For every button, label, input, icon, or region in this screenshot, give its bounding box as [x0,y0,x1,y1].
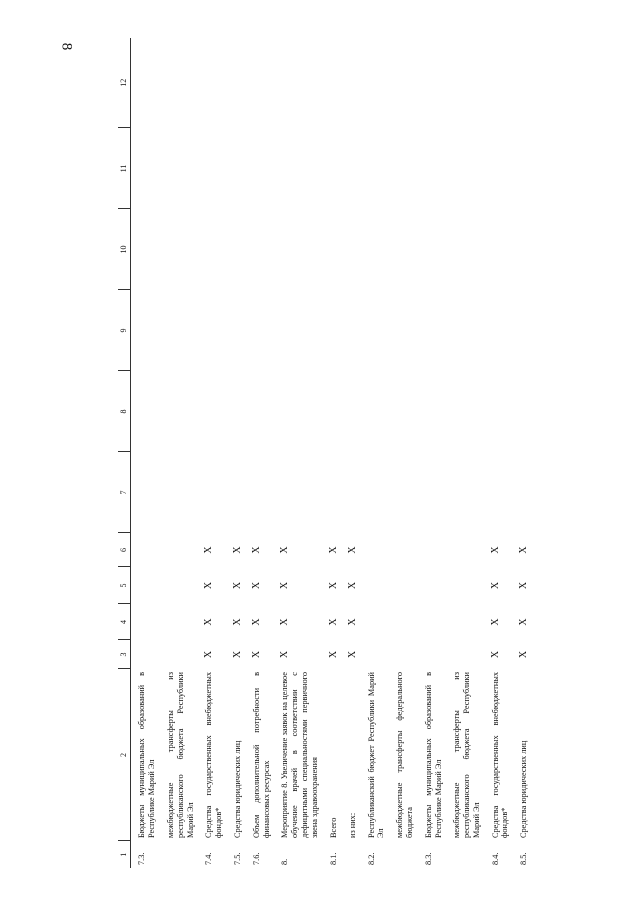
table-row [198,38,227,868]
header-cell: 3 [118,640,131,669]
mark-cell: X [518,546,530,554]
mark-cell [131,533,160,567]
mark-cell [361,604,390,640]
budget-table [118,38,532,868]
empty-cell [160,371,198,452]
mark-cell: X [518,618,530,626]
rotated-table-container [118,38,573,868]
empty-cell [485,209,514,290]
mark-cell [418,640,447,669]
empty-cell [361,128,390,209]
empty-cell [342,38,361,128]
row-number: 8.2. [366,852,376,865]
empty-cell [198,38,227,128]
empty-cell [131,452,160,533]
table-row [513,38,532,868]
empty-cell [361,371,390,452]
row-number: 8.5. [519,852,529,865]
empty-cell [131,128,160,209]
page-number: 8 [58,42,75,51]
row-name: Республиканский бюджет Республики Марий Эл [366,672,386,838]
empty-cell [198,209,227,290]
empty-cell [418,371,447,452]
row-name: межбюджетные трансферты из республиканского бюджета Республики Марий Эл [452,672,481,838]
mark-cell: X [518,650,530,659]
mark-cell: X [489,650,501,659]
empty-cell [389,452,418,533]
row-number: 8.1. [328,852,338,865]
mark-cell: X [231,581,243,590]
table-row [389,38,418,868]
empty-cell [198,128,227,209]
empty-cell [418,290,447,371]
mark-cell [160,604,198,640]
empty-cell [323,128,342,209]
mark-cell: X [250,581,262,590]
mark-cell [418,567,447,604]
empty-cell [246,452,275,533]
row-number: 8.3. [423,852,433,865]
table-header [118,38,131,868]
row-name: Средства государственных внебюджетных фондов* [490,672,510,838]
empty-cell [418,128,447,209]
mark-cell [389,604,418,640]
row-name: из них: [347,812,357,838]
empty-cell [361,452,390,533]
row-number: 7.6. [251,852,261,865]
row-number: 7.5. [232,852,242,865]
empty-cell [513,128,532,209]
empty-cell [513,38,532,128]
mark-cell: X [518,581,530,590]
empty-cell [274,371,322,452]
empty-cell [513,452,532,533]
empty-cell [446,371,484,452]
row-name: межбюджетные трансферты федерального бюджета [395,672,414,838]
row-name: Средства юридических лиц [519,740,529,838]
empty-cell [323,209,342,290]
mark-cell: X [327,546,339,554]
table-row [485,38,514,868]
header-cell: 7 [118,452,131,533]
header-cell: 11 [118,128,131,209]
table-row [323,38,342,868]
empty-cell [131,209,160,290]
empty-cell [361,290,390,371]
empty-cell [227,209,246,290]
empty-cell [418,452,447,533]
mark-cell: X [203,618,215,626]
mark-cell: X [203,650,215,659]
empty-cell [274,128,322,209]
mark-cell [389,533,418,567]
mark-cell [131,567,160,604]
header-cell: 12 [118,38,131,128]
empty-cell [361,209,390,290]
empty-cell [160,290,198,371]
empty-cell [246,128,275,209]
mark-cell [446,567,484,604]
empty-cell [274,38,322,128]
empty-cell [446,290,484,371]
table-row [131,38,160,868]
mark-cell: X [279,650,291,659]
mark-cell: X [231,650,243,659]
row-number: 7.3. [137,852,147,865]
mark-cell: X [279,618,291,626]
mark-cell [418,533,447,567]
empty-cell [323,38,342,128]
empty-cell [131,290,160,371]
header-cell: 1 [118,841,131,868]
mark-cell: X [489,618,501,626]
empty-cell [323,452,342,533]
row-name: межбюджетные трансферты из республиканского бюджета Республики Марий Эл [166,672,195,838]
empty-cell [446,128,484,209]
empty-cell [418,209,447,290]
mark-cell [131,604,160,640]
row-number: 7.4. [204,852,214,865]
empty-cell [389,290,418,371]
empty-cell [446,452,484,533]
mark-cell [131,640,160,669]
mark-cell: X [250,546,262,554]
table-body [131,38,532,868]
empty-cell [323,290,342,371]
empty-cell [342,209,361,290]
row-number: 8. [280,858,290,865]
header-cell: 8 [118,371,131,452]
mark-cell [361,640,390,669]
header-cell: 6 [118,533,131,567]
row-name: Всего [328,817,338,838]
empty-cell [418,38,447,128]
mark-cell [389,567,418,604]
empty-cell [160,128,198,209]
empty-cell [485,290,514,371]
empty-cell [160,38,198,128]
table-row [361,38,390,868]
mark-cell [361,567,390,604]
empty-cell [246,290,275,371]
mark-cell [160,640,198,669]
empty-cell [389,371,418,452]
mark-cell [160,567,198,604]
row-name: Объем дополнительной потребности в финансовых ресурсах [251,672,271,838]
empty-cell [160,452,198,533]
empty-cell [513,209,532,290]
mark-cell: X [327,581,339,590]
empty-cell [389,209,418,290]
row-number [160,841,198,868]
empty-cell [246,209,275,290]
empty-cell [485,128,514,209]
empty-cell [246,371,275,452]
empty-cell [274,290,322,371]
row-name: Бюджеты муниципальных образований в Республике Марий Эл [137,672,157,838]
empty-cell [342,290,361,371]
mark-cell: X [489,546,501,554]
empty-cell [342,128,361,209]
empty-cell [342,452,361,533]
empty-cell [389,38,418,128]
mark-cell: X [279,546,291,554]
table-row [160,38,198,868]
table-row [446,38,484,868]
table-row [274,38,322,868]
row-name: Бюджеты муниципальных образований в Республике Марий Эл [423,672,443,838]
header-cell: 5 [118,567,131,604]
mark-cell: X [346,546,358,554]
mark-cell: X [327,650,339,659]
row-name: Средства юридических лиц [232,740,242,838]
empty-cell [342,371,361,452]
empty-cell [160,209,198,290]
empty-cell [198,452,227,533]
mark-cell: X [250,618,262,626]
empty-cell [485,38,514,128]
mark-cell: X [279,581,291,590]
empty-cell [246,38,275,128]
table-row [246,38,275,868]
table-row [418,38,447,868]
empty-cell [227,452,246,533]
mark-cell [446,640,484,669]
header-cell: 9 [118,290,131,371]
mark-cell: X [346,650,358,659]
header-cell: 4 [118,604,131,640]
empty-cell [274,452,322,533]
mark-cell: X [231,546,243,554]
empty-cell [227,371,246,452]
mark-cell: X [203,546,215,554]
row-number: 8.4. [490,852,500,865]
mark-cell: X [489,581,501,590]
row-number [446,841,484,868]
row-number [342,841,361,868]
empty-cell [131,371,160,452]
row-number [389,841,418,868]
mark-cell [160,533,198,567]
mark-cell: X [346,581,358,590]
mark-cell: X [231,618,243,626]
mark-cell [446,604,484,640]
empty-cell [274,209,322,290]
table-row [342,38,361,868]
empty-cell [227,290,246,371]
header-cell: 2 [118,669,131,841]
header-cell: 10 [118,209,131,290]
row-name: Средства государственных внебюджетных фондов* [204,672,224,838]
table-row [227,38,246,868]
empty-cell [446,38,484,128]
empty-cell [513,290,532,371]
empty-cell [198,371,227,452]
empty-cell [131,38,160,128]
empty-cell [227,128,246,209]
mark-cell [361,533,390,567]
mark-cell: X [327,618,339,626]
mark-cell [418,604,447,640]
empty-cell [446,209,484,290]
mark-cell: X [346,618,358,626]
mark-cell: X [250,650,262,659]
mark-cell [389,640,418,669]
empty-cell [227,38,246,128]
empty-cell [361,38,390,128]
empty-cell [323,371,342,452]
empty-cell [485,371,514,452]
empty-cell [513,371,532,452]
empty-cell [198,290,227,371]
mark-cell [446,533,484,567]
row-name: Мероприятие 8. Увеличение заявок на целевое обучение врачей в соответствии с дефицитными специальностями первичного звена здравоохранения [280,672,319,838]
empty-cell [389,128,418,209]
mark-cell: X [203,581,215,590]
empty-cell [485,452,514,533]
